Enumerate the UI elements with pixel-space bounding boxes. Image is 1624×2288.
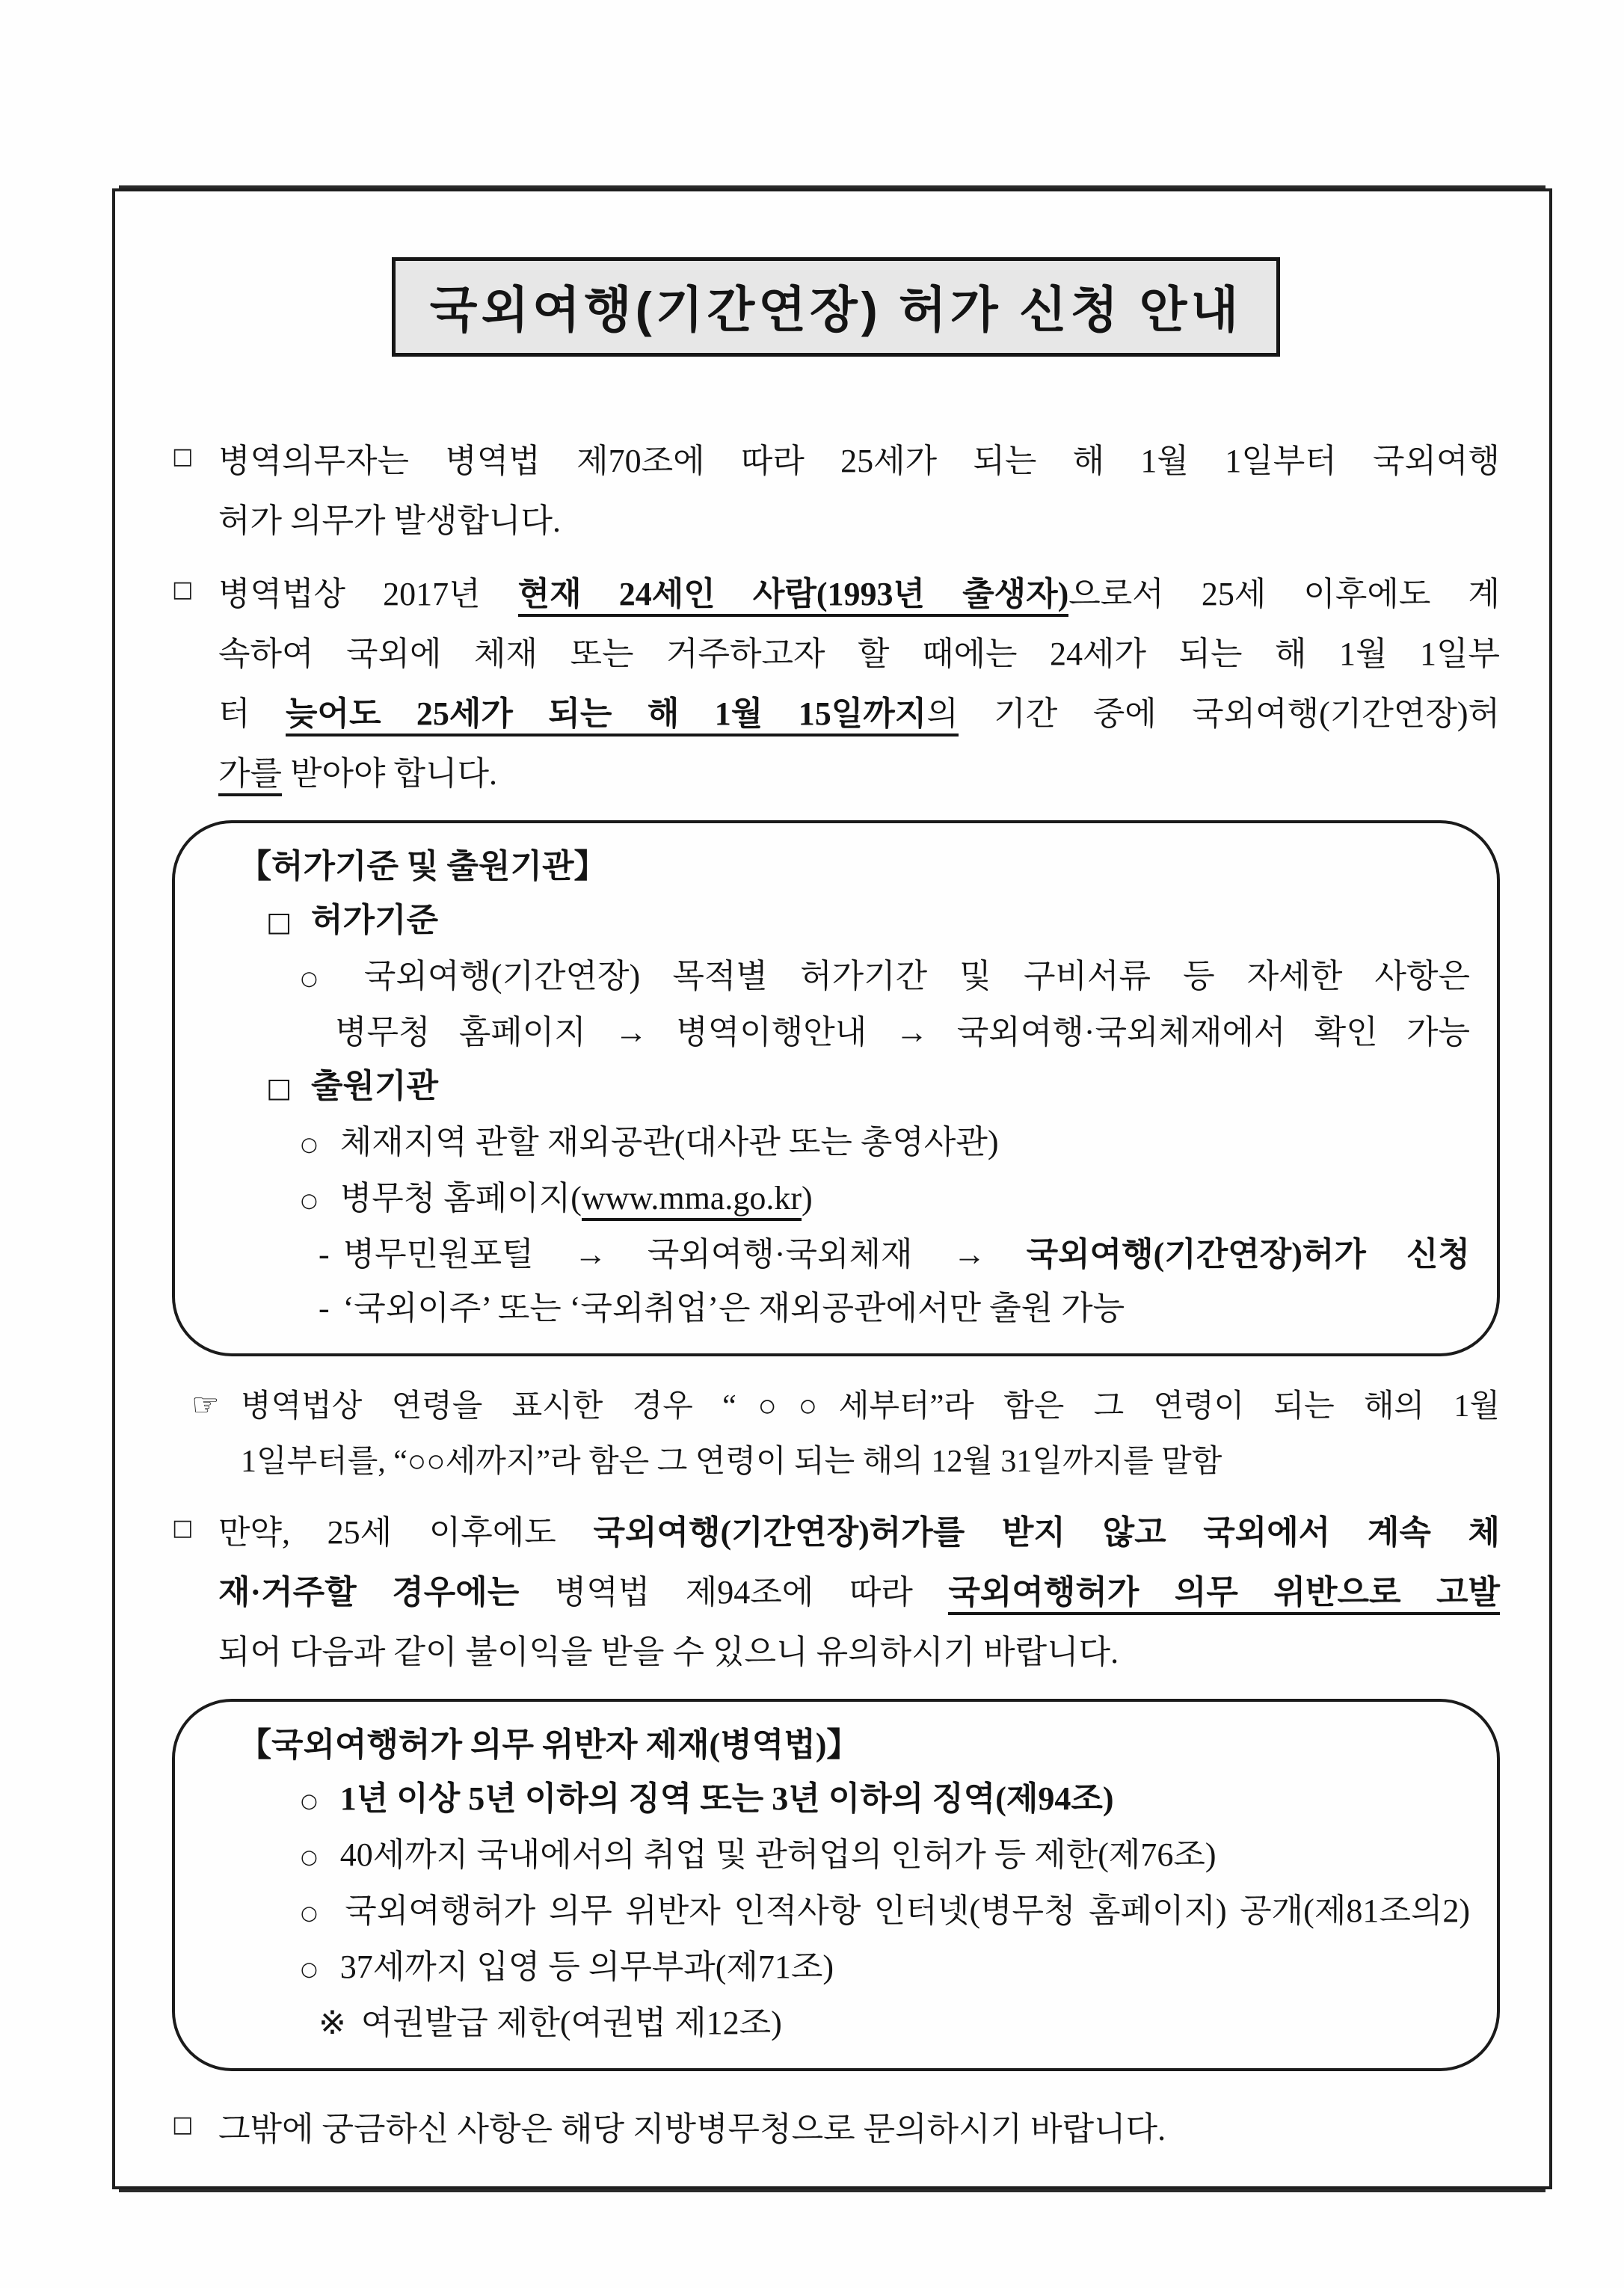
text-run: 병역의무자는 병역법 제70조에 따라 25세가 되는 해 1월 1일부터 국외여행 <box>218 443 1500 479</box>
emphasized-text: 현재 24세인 사람(1993년 출생자) <box>518 576 1069 617</box>
text-run: 병무청 홈페이지( <box>339 1180 582 1217</box>
paragraph-line <box>218 565 1500 624</box>
circle-bullet-icon: ○ <box>301 1902 323 1925</box>
text-run: 되어 다음과 같이 불이익을 받을 수 있으니 유의하시기 바랍니다. <box>218 1634 1119 1670</box>
paragraph-line <box>218 1563 1500 1623</box>
text-run: 허가 의무가 발생합니다. <box>218 502 562 539</box>
note-line <box>241 1434 1500 1489</box>
paragraph-text <box>218 565 1500 804</box>
text-run: ) <box>801 1180 813 1217</box>
box-header: 【허가기준 및 출원기관】 <box>239 848 607 885</box>
paragraph-text <box>218 431 1500 551</box>
paragraph-line <box>218 491 1500 551</box>
text-run: 터 <box>218 695 286 732</box>
box-item-public-disclosure <box>175 1884 1470 1940</box>
paragraph-line <box>218 624 1500 684</box>
paragraph-line <box>218 1503 1500 1563</box>
text-run: 여권발급 제한(여권법 제12조) <box>360 2005 782 2041</box>
paragraph-age-24-rule <box>172 565 1500 804</box>
text-run: 병무청 홈페이지 → 병역이행안내 → 국외여행·국외체재에서 확인 가능 <box>335 1014 1470 1051</box>
info-box-criteria-and-agencies <box>172 820 1500 1356</box>
text-run: 40세까지 국내에서의 취업 및 관허업의 인허가 등 제한(제76조) <box>339 1836 1217 1873</box>
square-bullet-icon: □ <box>172 1515 194 1541</box>
square-bullet-icon: □ <box>266 907 292 938</box>
website-url: www.mma.go.kr <box>582 1180 802 1221</box>
emphasized-text: 국외여행허가 의무 위반으로 고발 <box>948 1574 1500 1615</box>
box-item-mma-website <box>175 1172 1470 1228</box>
underlined-text: 가를 <box>218 755 282 796</box>
reference-mark-icon: ※ <box>319 2004 346 2042</box>
text-run: ‘국외이주’ 또는 ‘국외취업’은 재외공관에서만 출원 가능 <box>342 1290 1125 1326</box>
circle-bullet-icon: ○ <box>301 1134 318 1156</box>
square-bullet-icon: □ <box>266 1073 292 1104</box>
box-item-portal-path <box>175 1228 1470 1282</box>
square-bullet-icon: □ <box>172 576 194 603</box>
emphasized-text: 1년 이상 5년 이하의 징역 또는 3년 이하의 징역(제94조) <box>339 1780 1114 1817</box>
page-title: 국외여행(기간연장) 허가 신청 안내 <box>429 282 1243 337</box>
paragraph-text <box>218 2100 1500 2159</box>
paragraph-line <box>218 744 1500 804</box>
paragraph-contact-info <box>172 2100 1500 2159</box>
text-run: 병무민원포털 → 국외여행·국외체재 → <box>342 1236 1027 1273</box>
square-bullet-icon: □ <box>172 443 194 470</box>
paragraph-text <box>218 1503 1500 1682</box>
paragraph-line <box>218 2100 1500 2159</box>
age-definition-note <box>172 1379 1500 1489</box>
box-header: 【국외여행허가 의무 위반자 제재(병역법)】 <box>239 1726 860 1763</box>
text-run: 국외여행허가 의무 위반자 인적사항 인터넷(병무청 홈페이지) 공개(제81조의2) <box>345 1892 1470 1929</box>
emphasized-text: 늦어도 25세가 되는 해 1월 15일까지 <box>286 695 926 736</box>
circle-bullet-icon: ○ <box>301 1790 318 1812</box>
emphasized-text: 재·거주할 경우에는 <box>218 1574 555 1611</box>
note-line <box>241 1379 1500 1434</box>
box-item-employment-restriction <box>175 1828 1470 1884</box>
emphasized-text: 국외여행(기간연장)허가를 받지 않고 국외에서 계속 체 <box>593 1514 1501 1551</box>
circle-bullet-icon: ○ <box>301 968 342 990</box>
emphasized-text: 국외여행(기간연장)허가 신청 <box>1026 1236 1470 1273</box>
box-item-permit-criteria <box>175 894 1470 950</box>
text-run: 37세까지 입영 등 의무부과(제71조) <box>339 1949 834 1985</box>
note-text <box>241 1379 1500 1489</box>
text-run: 만약, 25세 이후에도 <box>218 1514 594 1551</box>
paragraph-duty-notice <box>172 431 1500 551</box>
sanctions-box <box>172 1699 1500 2071</box>
box-item-label: 출원기관 <box>311 1068 439 1104</box>
square-bullet-icon: □ <box>172 2112 194 2138</box>
text-run: 병역법상 2017년 <box>218 576 518 612</box>
box-item-emigration-note <box>175 1282 1470 1335</box>
title-box <box>392 257 1281 357</box>
document-border-frame <box>112 188 1552 2189</box>
paragraph-violation-warning <box>172 1503 1500 1682</box>
underlined-text: 의 <box>926 695 959 736</box>
paragraph-line <box>218 1623 1500 1682</box>
paragraph-line <box>218 684 1500 744</box>
box-item-passport-restriction <box>175 1996 1470 2050</box>
text-run: 그밖에 궁금하신 사항은 해당 지방병무청으로 문의하시기 바랍니다. <box>218 2111 1166 2147</box>
text-run: 체재지역 관할 재외공관(대사관 또는 총영사관) <box>339 1124 999 1160</box>
pointing-hand-icon: ☞ <box>191 1386 220 1423</box>
text-run: 받아야 합니다. <box>282 755 498 792</box>
box-item-application-agency <box>175 1060 1470 1116</box>
circle-bullet-icon: ○ <box>301 1190 318 1212</box>
box-item-enlistment-duty <box>175 1940 1470 1996</box>
text-run: 병역법 제94조에 따라 <box>554 1574 949 1611</box>
dash-bullet-icon: - <box>319 1236 330 1273</box>
box-item-diplomatic-office <box>175 1116 1470 1172</box>
text-run: 속하여 국외에 체재 또는 거주하고자 할 때에는 24세가 되는 해 1월 1일부 <box>218 636 1500 672</box>
box-item-label: 허가기준 <box>311 902 439 938</box>
box-item-details-continuation <box>175 1006 1470 1060</box>
text-run: 병역법상 연령을 표시한 경우 “○○세부터”라 함은 그 연령이 되는 해의 1월 <box>241 1389 1500 1424</box>
circle-bullet-icon: ○ <box>301 1846 318 1869</box>
paragraph-line <box>218 431 1500 491</box>
text-run: 기간 중에 국외여행(기간연장)허 <box>958 695 1501 732</box>
text-run: 1일부터를, “○○세까지”라 함은 그 연령이 되는 해의 12월 31일까지를 말함 <box>241 1445 1222 1479</box>
box-item-imprisonment <box>175 1772 1470 1828</box>
box-item-details-line <box>175 950 1470 1006</box>
text-run: 으로서 25세 이후에도 계 <box>1068 576 1500 612</box>
text-run: 국외여행(기간연장) 목적별 허가기간 및 구비서류 등 자세한 사항은 <box>363 958 1471 994</box>
circle-bullet-icon: ○ <box>301 1958 318 1981</box>
dash-bullet-icon: - <box>319 1290 330 1326</box>
